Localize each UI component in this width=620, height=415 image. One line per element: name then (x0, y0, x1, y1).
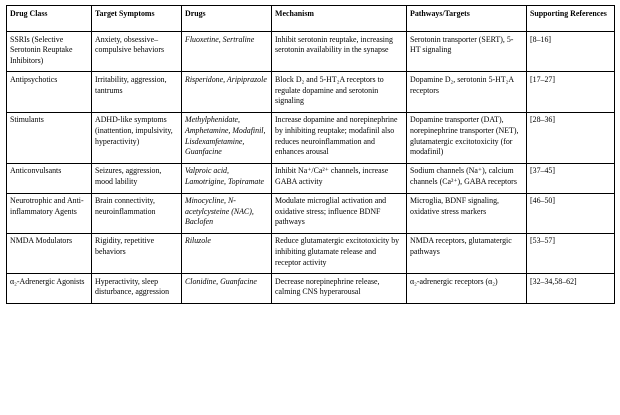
cell-pathways-targets: Microglia, BDNF signaling, oxidative stress markers (407, 193, 527, 233)
cell-drug-class: NMDA Modulators (7, 233, 92, 273)
cell-mechanism: Block D₂ and 5-HT₂A receptors to regulate dopamine and serotonin signaling (272, 72, 407, 112)
cell-supporting-references: [46–50] (527, 193, 615, 233)
cell-drugs: Valproic acid, Lamotrigine, Topiramate (182, 163, 272, 193)
cell-supporting-references: [8–16] (527, 32, 615, 72)
cell-mechanism: Increase dopamine and norepinephrine by inhibiting reuptake; modafinil also reduces neuroinflammation and enhances arousal (272, 112, 407, 163)
column-header-pathways-targets: Pathways/Targets (407, 6, 527, 32)
cell-drugs: Riluzole (182, 233, 272, 273)
cell-target-symptoms: ADHD-like symptoms (inattention, impulsivity, hyperactivity) (92, 112, 182, 163)
cell-pathways-targets: NMDA receptors, glutamatergic pathways (407, 233, 527, 273)
drug-class-table (6, 5, 615, 304)
cell-pathways-targets: Dopamine D₂, serotonin 5-HT₂A receptors (407, 72, 527, 112)
table-row (7, 112, 615, 163)
table-row (7, 32, 615, 72)
table-header (7, 6, 615, 32)
cell-drug-class: SSRIs (Selective Serotonin Reuptake Inhibitors) (7, 32, 92, 72)
cell-drugs: Minocycline, N-acetylcysteine (NAC), Baclofen (182, 193, 272, 233)
table-body (7, 32, 615, 304)
cell-mechanism: Reduce glutamatergic excitotoxicity by inhibiting glutamate release and receptor activity (272, 233, 407, 273)
cell-mechanism: Modulate microglial activation and oxidative stress; influence BDNF pathways (272, 193, 407, 233)
cell-target-symptoms: Hyperactivity, sleep disturbance, aggression (92, 274, 182, 304)
column-header-supporting-references: Supporting References (527, 6, 615, 32)
cell-pathways-targets: Serotonin transporter (SERT), 5-HT signaling (407, 32, 527, 72)
cell-drugs: Methylphenidate, Amphetamine, Modafinil, Lisdexamfetamine, Guanfacine (182, 112, 272, 163)
column-header-target-symptoms: Target Symptoms (92, 6, 182, 32)
cell-drug-class: Stimulants (7, 112, 92, 163)
cell-supporting-references: [17–27] (527, 72, 615, 112)
column-header-drug-class: Drug Class (7, 6, 92, 32)
cell-mechanism: Inhibit Na⁺/Ca²⁺ channels, increase GABA activity (272, 163, 407, 193)
cell-drugs: Risperidone, Aripiprazole (182, 72, 272, 112)
cell-drug-class: α₂-Adrenergic Agonists (7, 274, 92, 304)
cell-pathways-targets: Dopamine transporter (DAT), norepinephrine transporter (NET), glutamatergic excitotoxicity (for modafinil) (407, 112, 527, 163)
cell-drug-class: Anticonvulsants (7, 163, 92, 193)
table-row (7, 193, 615, 233)
cell-supporting-references: [32–34,58–62] (527, 274, 615, 304)
cell-target-symptoms: Brain connectivity, neuroinflammation (92, 193, 182, 233)
cell-target-symptoms: Irritability, aggression, tantrums (92, 72, 182, 112)
cell-mechanism: Inhibit serotonin reuptake, increasing serotonin availability in the synapse (272, 32, 407, 72)
cell-target-symptoms: Anxiety, obsessive–compulsive behaviors (92, 32, 182, 72)
table-row (7, 163, 615, 193)
cell-pathways-targets: Sodium channels (Na⁺), calcium channels (Ca²⁺), GABA receptors (407, 163, 527, 193)
cell-supporting-references: [53–57] (527, 233, 615, 273)
column-header-drugs: Drugs (182, 6, 272, 32)
cell-target-symptoms: Seizures, aggression, mood lability (92, 163, 182, 193)
cell-pathways-targets: α₂-adrenergic receptors (α₂) (407, 274, 527, 304)
cell-drugs: Clonidine, Guanfacine (182, 274, 272, 304)
cell-drug-class: Neurotrophic and Anti-inflammatory Agents (7, 193, 92, 233)
cell-supporting-references: [37–45] (527, 163, 615, 193)
table-row (7, 274, 615, 304)
table-header-row (7, 6, 615, 32)
table-row (7, 72, 615, 112)
cell-supporting-references: [28–36] (527, 112, 615, 163)
cell-target-symptoms: Rigidity, repetitive behaviors (92, 233, 182, 273)
cell-mechanism: Decrease norepinephrine release, calming CNS hyperarousal (272, 274, 407, 304)
table-row (7, 233, 615, 273)
cell-drugs: Fluoxetine, Sertraline (182, 32, 272, 72)
cell-drug-class: Antipsychotics (7, 72, 92, 112)
column-header-mechanism: Mechanism (272, 6, 407, 32)
